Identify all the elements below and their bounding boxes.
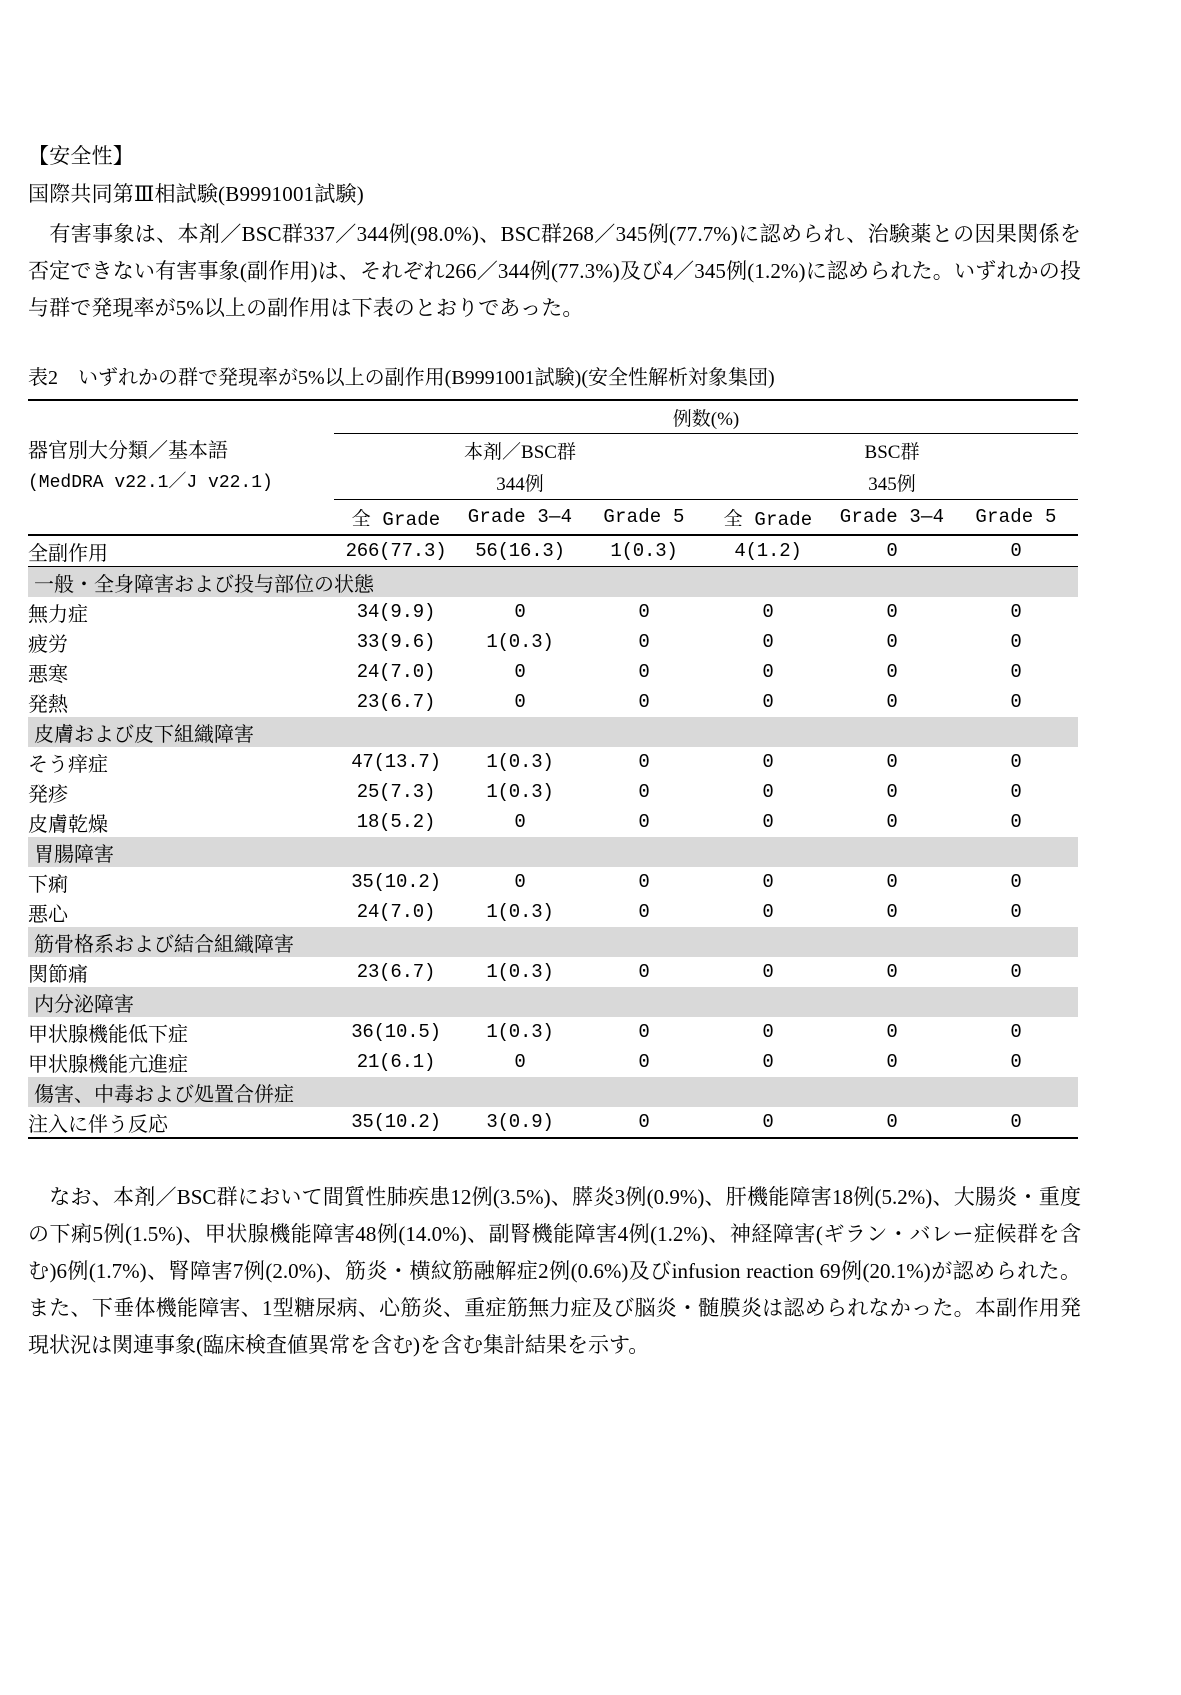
table-row [28, 1107, 1078, 1138]
table-cell: 0 [886, 631, 898, 653]
table-row [28, 777, 1078, 807]
table-cell: 0 [886, 1021, 898, 1043]
table-row [28, 627, 1078, 657]
soc-label: 胃腸障害 [28, 837, 1078, 867]
term-label: 無力症 [28, 603, 88, 626]
table-cell: 0 [1010, 661, 1022, 683]
table-cell: 25(7.3) [356, 781, 436, 803]
table-cell: 0 [762, 871, 774, 893]
closing-paragraph: なお、本剤／BSC群において間質性肺疾患12例(3.5%)、膵炎3例(0.9%)、肝機能障害18例(5.2%)、大腸炎・重度の下痢5例(1.5%)、甲状腺機能障害48例(14.0%)、副腎機能障害4例(1.2%)、神経障害(ギラン・バレー症候群を含む)6例(1.7%)、腎障害7例(2.0%)、筋炎・横紋筋融解症2例(0.6%)及びinfusion reaction 69例(20.1%)が認められた。また、下垂体機能障害、1型糖尿病、心筋炎、重症筋無力症及び脳炎・髄膜炎は認められなかった。本副作用発現状況は関連事象(臨床検査値異常を含む)を含む集計結果を示す。 [28, 1185, 1081, 1357]
table-caption: 表2 いずれかの群で発現率が5%以上の副作用(B9991001試験)(安全性解析対象集団) [28, 367, 775, 389]
table-cell: 0 [638, 901, 650, 923]
table-header-grade-row [28, 500, 1078, 536]
table-cell: 0 [762, 901, 774, 923]
table-cell: 24(7.0) [356, 661, 436, 683]
soc-label: 筋骨格系および結合組織障害 [28, 927, 1078, 957]
table-cell: 0 [582, 1107, 706, 1138]
table-cell: 0 [762, 691, 774, 713]
term-label: 下痢 [28, 873, 68, 896]
table-cell: 0 [1010, 631, 1022, 653]
table-row [28, 657, 1078, 687]
soc-label: 傷害、中毒および処置合併症 [28, 1077, 1078, 1107]
table-cell: 0 [638, 601, 650, 623]
table-cell: 0 [638, 661, 650, 683]
study-heading: 国際共同第Ⅲ相試験(B9991001試験) [28, 182, 364, 206]
table-row [28, 747, 1078, 777]
table-cell: 24(7.0) [356, 901, 436, 923]
term-label: 関節痛 [28, 963, 88, 986]
table-cell: 0 [1010, 691, 1022, 713]
table-cell: 0 [514, 1051, 526, 1073]
table-cell: 0 [762, 661, 774, 683]
table-cell: 266(77.3) [334, 535, 458, 567]
grade-header-0: 全 Grade [334, 500, 458, 536]
table-soc-row [28, 837, 1078, 867]
table-row [28, 1047, 1078, 1077]
table-cell: 3(0.9) [458, 1107, 582, 1138]
table-cell: 18(5.2) [356, 811, 436, 833]
table-cell: 0 [954, 535, 1078, 567]
table-cell: 0 [886, 1051, 898, 1073]
table-cell: 0 [638, 781, 650, 803]
table-cell: 0 [1010, 1021, 1022, 1043]
soc-label: 内分泌障害 [28, 987, 1078, 1017]
table-cell: 0 [1010, 811, 1022, 833]
table-header-group-row [28, 434, 1078, 467]
group-n-control: 345例 [706, 466, 1078, 500]
table-cell: 0 [1010, 601, 1022, 623]
group-header-control: BSC群 [864, 441, 920, 463]
table-row [28, 957, 1078, 987]
table-cell: 0 [830, 535, 954, 567]
table-cell: 23(6.7) [356, 961, 436, 983]
grade-stub-spacer [28, 500, 334, 536]
table-cell: 0 [1010, 871, 1022, 893]
table-header-unit-row [28, 400, 1078, 434]
table-cell: 0 [638, 1021, 650, 1043]
term-label: 悪寒 [28, 663, 68, 686]
table-cell: 47(13.7) [351, 751, 441, 773]
stub-header [28, 434, 334, 500]
table-cell: 0 [762, 751, 774, 773]
table-cell: 21(6.1) [356, 1051, 436, 1073]
table-cell: 0 [762, 601, 774, 623]
group-n-test: 344例 [334, 466, 706, 500]
table-cell: 35(10.2) [351, 871, 441, 893]
table-total-row [28, 535, 1078, 567]
table-soc-row [28, 1077, 1078, 1107]
table-soc-row [28, 927, 1078, 957]
table-cell: 0 [886, 961, 898, 983]
table-cell: 0 [1010, 961, 1022, 983]
table-cell: 1(0.3) [582, 535, 706, 567]
table-cell: 0 [706, 1107, 830, 1138]
table-cell: 0 [638, 811, 650, 833]
table-cell: 33(9.6) [356, 631, 436, 653]
table-cell: 56(16.3) [458, 535, 582, 567]
table-cell: 0 [886, 871, 898, 893]
adverse-reactions-table [28, 399, 1078, 1139]
table-cell: 0 [886, 691, 898, 713]
table-cell: 1(0.3) [486, 631, 554, 653]
table-cell: 35(10.2) [334, 1107, 458, 1138]
table-cell: 0 [762, 631, 774, 653]
table-body [28, 535, 1078, 1138]
table-cell: 0 [886, 661, 898, 683]
grade-header-2: Grade 5 [582, 500, 706, 536]
table-cell: 4(1.2) [706, 535, 830, 567]
total-label: 全副作用 [28, 535, 334, 567]
table-soc-row [28, 717, 1078, 747]
table-cell: 0 [638, 631, 650, 653]
table-row [28, 1017, 1078, 1047]
page-content [28, 138, 1081, 1364]
table-cell: 0 [514, 691, 526, 713]
term-label: 疲労 [28, 633, 68, 656]
stub-header-line1: 器官別大分類／基本語 [28, 439, 228, 462]
soc-label: 皮膚および皮下組織障害 [28, 717, 1078, 747]
table-cell: 0 [886, 781, 898, 803]
term-label: 発疹 [28, 783, 68, 806]
unit-header: 例数(%) [334, 400, 1078, 434]
table-cell: 0 [514, 661, 526, 683]
table-cell: 0 [1010, 1051, 1022, 1073]
stub-spacer [28, 400, 334, 434]
table-row [28, 597, 1078, 627]
table-cell: 0 [762, 1051, 774, 1073]
term-label: そう痒症 [28, 753, 108, 776]
table-cell: 0 [514, 601, 526, 623]
table-cell: 0 [638, 961, 650, 983]
table-cell: 1(0.3) [486, 901, 554, 923]
group-header-test: 本剤／BSC群 [464, 441, 576, 463]
term-label: 注入に伴う反応 [28, 1107, 334, 1138]
table-cell: 0 [514, 871, 526, 893]
table-cell: 0 [638, 871, 650, 893]
grade-header-4: Grade 3—4 [830, 500, 954, 536]
grade-header-1: Grade 3—4 [458, 500, 582, 536]
term-label: 皮膚乾燥 [28, 813, 108, 836]
section-heading: 【安全性】 [28, 144, 134, 168]
table-cell: 0 [886, 811, 898, 833]
table-row [28, 897, 1078, 927]
term-label: 発熱 [28, 693, 68, 716]
table-cell: 0 [638, 751, 650, 773]
table-cell: 0 [1010, 781, 1022, 803]
table-cell: 0 [514, 811, 526, 833]
table-cell: 0 [886, 901, 898, 923]
table-cell: 1(0.3) [486, 961, 554, 983]
term-label: 甲状腺機能亢進症 [28, 1053, 188, 1076]
table-cell: 1(0.3) [486, 751, 554, 773]
table-row [28, 807, 1078, 837]
table-cell: 0 [886, 601, 898, 623]
grade-header-3: 全 Grade [706, 500, 830, 536]
term-label: 悪心 [28, 903, 68, 926]
soc-label: 一般・全身障害および投与部位の状態 [28, 567, 1078, 598]
table-cell: 0 [1010, 901, 1022, 923]
table-cell: 0 [638, 1051, 650, 1073]
table-cell: 0 [954, 1107, 1078, 1138]
table-cell: 23(6.7) [356, 691, 436, 713]
table-cell: 0 [638, 691, 650, 713]
stub-header-line2: (MedDRA v22.1／J v22.1) [28, 472, 273, 493]
table-cell: 0 [762, 961, 774, 983]
table-cell: 0 [886, 751, 898, 773]
table-cell: 0 [762, 1021, 774, 1043]
table-soc-row [28, 987, 1078, 1017]
table-cell: 36(10.5) [351, 1021, 441, 1043]
table-cell: 0 [762, 781, 774, 803]
table-cell: 1(0.3) [486, 1021, 554, 1043]
table-soc-row [28, 567, 1078, 598]
closing-section [28, 1179, 1081, 1364]
table-cell: 1(0.3) [486, 781, 554, 803]
table-cell: 0 [762, 811, 774, 833]
table-row [28, 687, 1078, 717]
table-cell: 0 [1010, 751, 1022, 773]
intro-paragraph: 有害事象は、本剤／BSC群337／344例(98.0%)、BSC群268／345例(77.7%)に認められ、治験薬との因果関係を否定できない有害事象(副作用)は、それぞれ266／344例(77.3%)及び4／345例(1.2%)に認められた。いずれかの投与群で発現率が5%以上の副作用は下表のとおりであった。 [28, 222, 1081, 320]
table-cell: 34(9.9) [356, 601, 436, 623]
table-head [28, 400, 1078, 535]
table-row [28, 867, 1078, 897]
table-cell: 0 [830, 1107, 954, 1138]
term-label: 甲状腺機能低下症 [28, 1023, 188, 1046]
grade-header-5: Grade 5 [954, 500, 1078, 536]
